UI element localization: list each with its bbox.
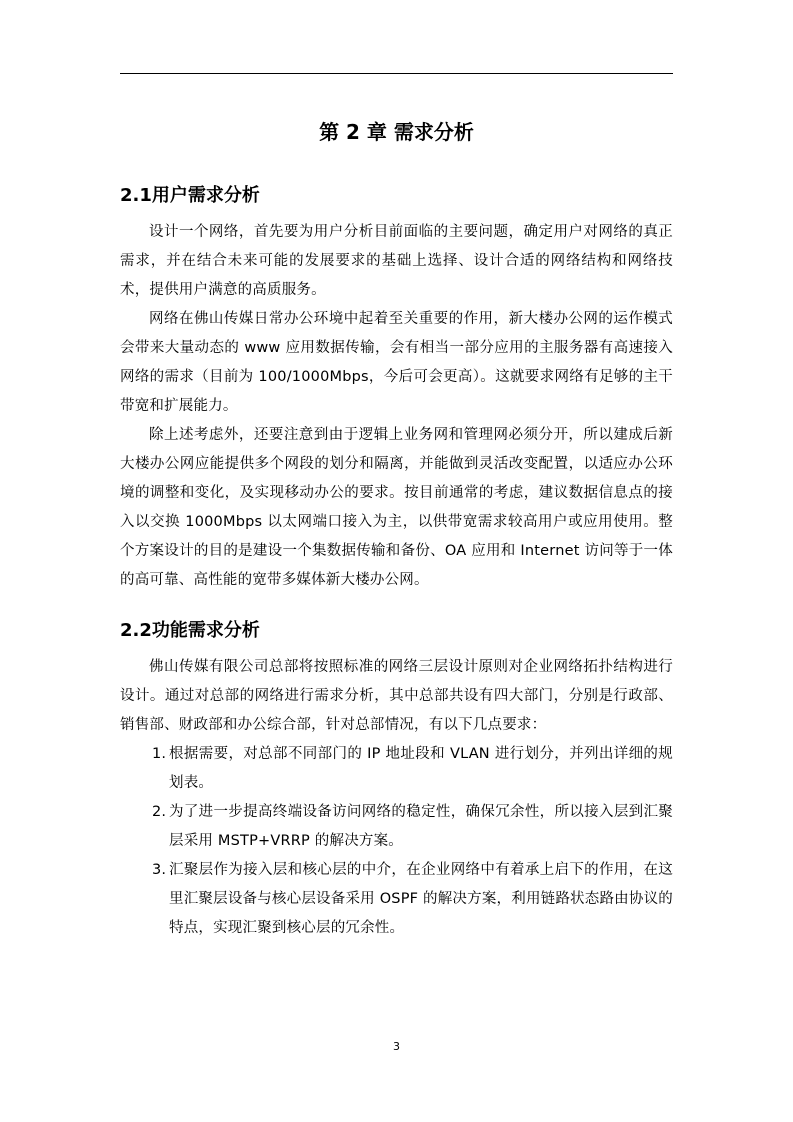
requirements-list	[120, 740, 673, 943]
list-item	[120, 856, 673, 943]
page-content	[120, 112, 673, 943]
list-item-text: 汇聚层作为接入层和核心层的中介，在企业网络中有着承上启下的作用，在这里汇聚层设备与核心层设备采用 OSPF 的解决方案，利用链路状态路由协议的特点，实现汇聚到核心层的冗余性。	[169, 862, 673, 936]
header-rule	[120, 73, 673, 74]
list-item	[120, 740, 673, 798]
chapter-title: 第 2 章 需求分析	[319, 120, 474, 144]
paragraph: 佛山传媒有限公司总部将按照标准的网络三层设计原则对企业网络拓扑结构进行设计。通过对总部的网络进行需求分析，其中总部共设有四大部门，分别是行政部、销售部、财政部和办公综合部，针对总部情况，有以下几点要求：	[120, 659, 673, 733]
list-item-text: 为了进一步提高终端设备访问网络的稳定性，确保冗余性，所以接入层到汇聚层采用 MSTP+VRRP 的解决方案。	[169, 804, 673, 849]
list-item-number: 3.	[152, 862, 167, 878]
section-title-user-requirements: 2.1用户需求分析	[120, 185, 260, 206]
paragraph: 网络在佛山传媒日常办公环境中起着至关重要的作用，新大楼办公网的运作模式会带来大量动态的 www 应用数据传输，会有相当一部分应用的主服务器有高速接入网络的需求（目前为 100/1000Mbps，今后可会更高）。这就要求网络有足够的主干带宽和扩展能力。	[120, 311, 673, 414]
paragraph: 设计一个网络，首先要为用户分析目前面临的主要问题，确定用户对网络的真正需求，并在结合未来可能的发展要求的基础上选择、设计合适的网络结构和网络技术，提供用户满意的高质服务。	[120, 224, 673, 298]
list-item-number: 2.	[152, 804, 167, 820]
section-title-function-requirements: 2.2功能需求分析	[120, 620, 260, 641]
list-item-number: 1.	[152, 746, 167, 762]
page-number: 3	[393, 1040, 400, 1053]
list-item	[120, 798, 673, 856]
list-item-text: 根据需要，对总部不同部门的 IP 地址段和 VLAN 进行划分，并列出详细的规划表。	[169, 746, 673, 791]
paragraph: 除上述考虑外，还要注意到由于逻辑上业务网和管理网必须分开，所以建成后新大楼办公网应能提供多个网段的划分和隔离，并能做到灵活改变配置，以适应办公环境的调整和变化，及实现移动办公的要求。按目前通常的考虑，建议数据信息点的接入以交换 1000Mbps 以太网端口接入为主，以供带宽需求较高用户或应用使用。整个方案设计的目的是建设一个集数据传输和备份、OA 应用和 Internet 访问等于一体的高可靠、高性能的宽带多媒体新大楼办公网。	[120, 427, 673, 588]
